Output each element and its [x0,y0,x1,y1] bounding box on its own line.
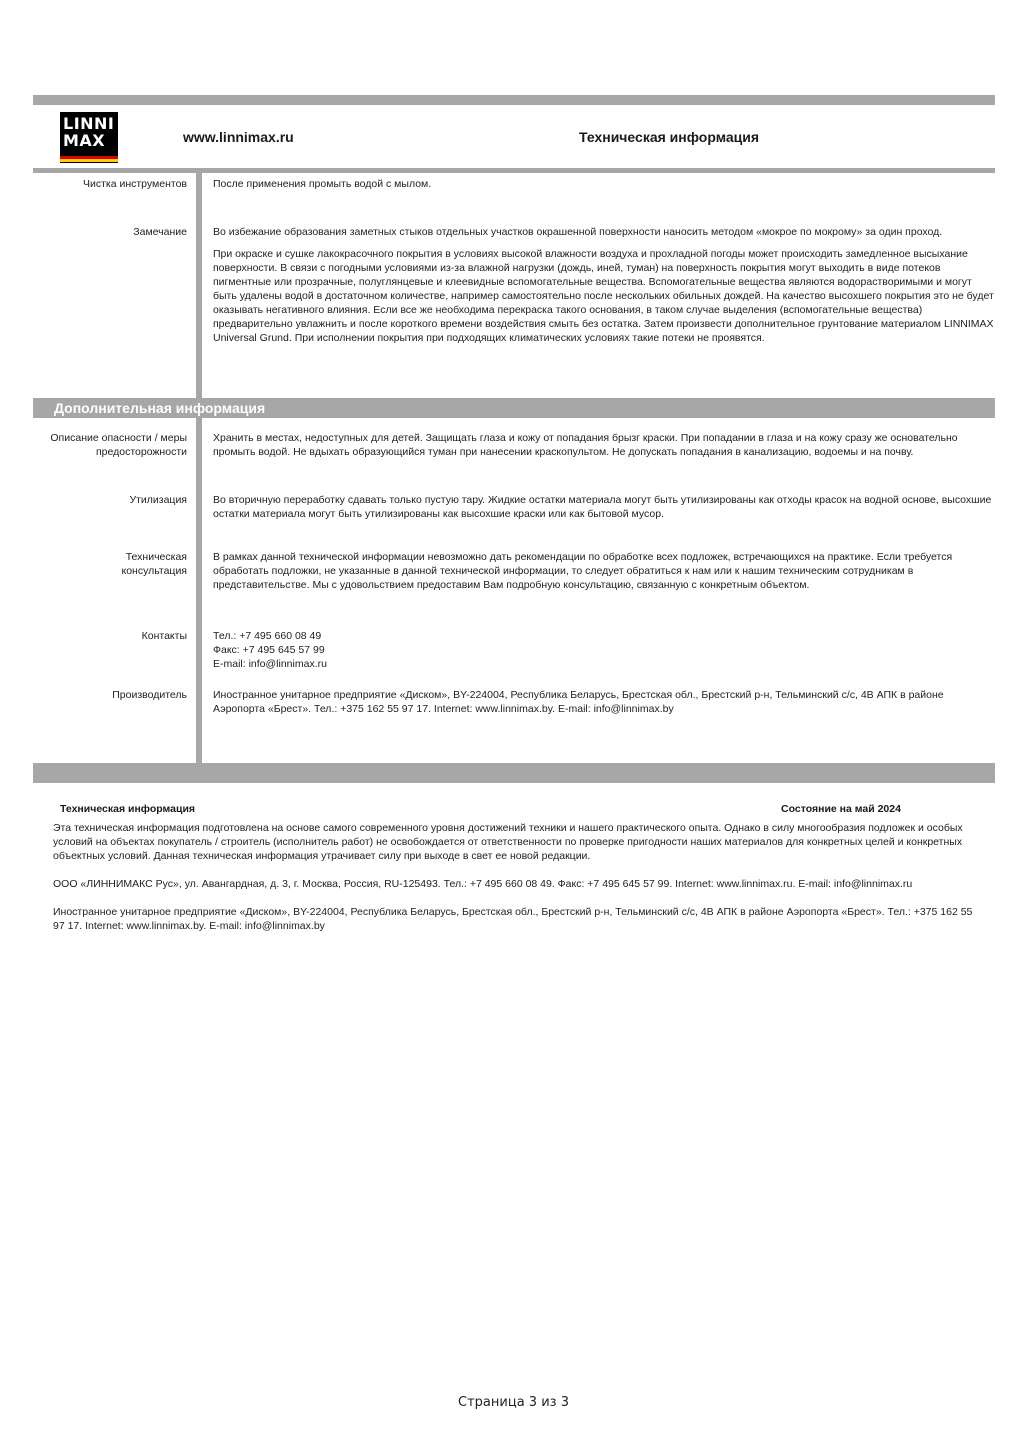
logo-line1: LINNI [63,114,115,133]
text-disposal [213,493,995,521]
text-consultation-p1: В рамках данной технической информации невозможно дать рекомендации по обработке всех подложек, встречающихся на практике. Если требуется обработать подложки, не указанные в данной технической информации, то следует обратиться к нам или к нашим техническим сотрудникам в представительстве. Мы с удовольствием предоставим Вам подробную консультацию, связанную с конкретным объектом. [213,551,953,591]
label-manufacturer: Производитель [112,689,187,701]
text-hazard-p1: Хранить в местах, недоступных для детей. Защищать глаза и кожу от попадания брызг краски. При попадании в глаза и на кожу сразу же основательно промыть водой. Не вдыхать образующийся туман при нанесении краскопультом. Не допускать попадания в канализацию, водоемы и на почву. [213,432,958,458]
text-consultation [213,550,995,592]
text-hazard [213,431,995,459]
contact-email: E-mail: info@linnimax.ru [213,658,327,670]
header-title: Техническая информация [579,129,760,145]
label-disposal: Утилизация [129,494,187,506]
text-cleaning-p1: После применения промыть водой с мылом. [213,178,432,190]
column-divider-top [196,173,202,398]
logo-line2: MAX [63,131,106,150]
content-bottom-bar [33,763,995,783]
footer-status: Состояние на май 2024 [781,803,901,815]
text-remark-p2: При окраске и сушке лакокрасочного покрытия в условиях высокой влажности воздуха и прохладной погоды может происходить замедленное высыхание поверхности. В связи с погодными условиями из-за влажной нагрузки (дождь, иней, туман) на поверхность покрытия могут выходить в виде потеков пигментные или прозрачные, полуглянцевые и клеевидные вспомогательные вещества. Вспомогательные вещества являются водорастворимыми и могут быть удалены водой в достаточном количестве, например самостоятельно после нескольких обильных дождей. На качество высохшего покрытия это не будет оказывать негативного влияния. Если все же необходима перекраска такого основания, в таком случае выделения (вспомогательные вещества) предварительно увлажнить и после короткого времени воздействия смыть без остатка. Затем произвести дополнительное грунтование материалом LINNIMAX Universal Grund. При исполнении покрытия при подходящих климатических условиях такие потеки не проявятся. [213,248,994,344]
header-top-bar [33,95,995,105]
footer-title: Техническая информация [60,803,196,815]
linnimax-logo [60,112,118,163]
header-url: www.linnimax.ru [183,129,294,145]
contact-fax: Факс: +7 495 645 57 99 [213,644,325,656]
label-consultation: Техническая консультация [121,551,187,577]
footer-disclaimer: Эта техническая информация подготовлена на основе самого современного уровня достижений техники и нашего практического опыта. Однако в силу многообразия подложек и особых условий на объектах покупатель / строитель (исполнитель работ) не освобождается от ответственности по проверке пригодности наших материалов для конкретных целей и конкретных объектных условий. Данная техническая информация утрачивает силу при выходе в свет ее новой редакции. [53,822,963,862]
label-hazard: Описание опасности / меры предосторожности [50,432,187,458]
flag-stripe-gold [60,159,118,162]
text-cleaning [213,177,995,191]
text-manufacturer-p1: Иностранное унитарное предприятие «Диском», BY-224004, Республика Беларусь, Брестская обл., Брестский р-н, Тельминский с/с, 4В АПК в районе Аэропорта «Брест». Тел.: +375 162 55 97 17. Internet: www.linnimax.by. E-mail: info@linnimax.by [213,689,944,715]
section-title-additional-info: Дополнительная информация [33,398,995,418]
footer-company-ru: ООО «ЛИННИМАКС Рус», ул. Авангардная, д. 3, г. Москва, Россия, RU-125493. Тел.: +7 495 660 08 49. Факс: +7 495 645 57 99. Internet: www.linnimax.ru. E-mail: info@linnimax.ru [53,878,913,890]
text-manufacturer [213,688,995,716]
header-divider [33,168,995,173]
page-number: Страница 3 из 3 [458,1395,569,1410]
footer-company-by: Иностранное унитарное предприятие «Диском», BY-224004, Республика Беларусь, Брестская обл., Брестский р-н, Тельминский с/с, 4В АПК в районе Аэропорта «Брест». Тел.: +375 162 55 97 17. Internet: www.linnimax.by. E-mail: info@linnimax.by [53,906,973,932]
text-disposal-p1: Во вторичную переработку сдавать только пустую тару. Жидкие остатки материала могут быть утилизированы как отходы красок на водной основе, высохшие остатки материала могут быть утилизированы как высохшие краски или как бытовой мусор. [213,494,992,520]
logo-flag-stripes [60,153,118,163]
contact-phone: Тел.: +7 495 660 08 49 [213,630,322,642]
text-contacts [213,629,995,671]
label-remark: Замечание [133,226,187,238]
text-remark [213,225,995,345]
column-divider-bottom [196,418,202,763]
label-cleaning: Чистка инструментов [82,178,187,190]
label-contacts: Контакты [141,630,187,642]
text-remark-p1: Во избежание образования заметных стыков отдельных участков окрашенной поверхности наносить методом «мокрое по мокрому» за один проход. [213,226,943,238]
